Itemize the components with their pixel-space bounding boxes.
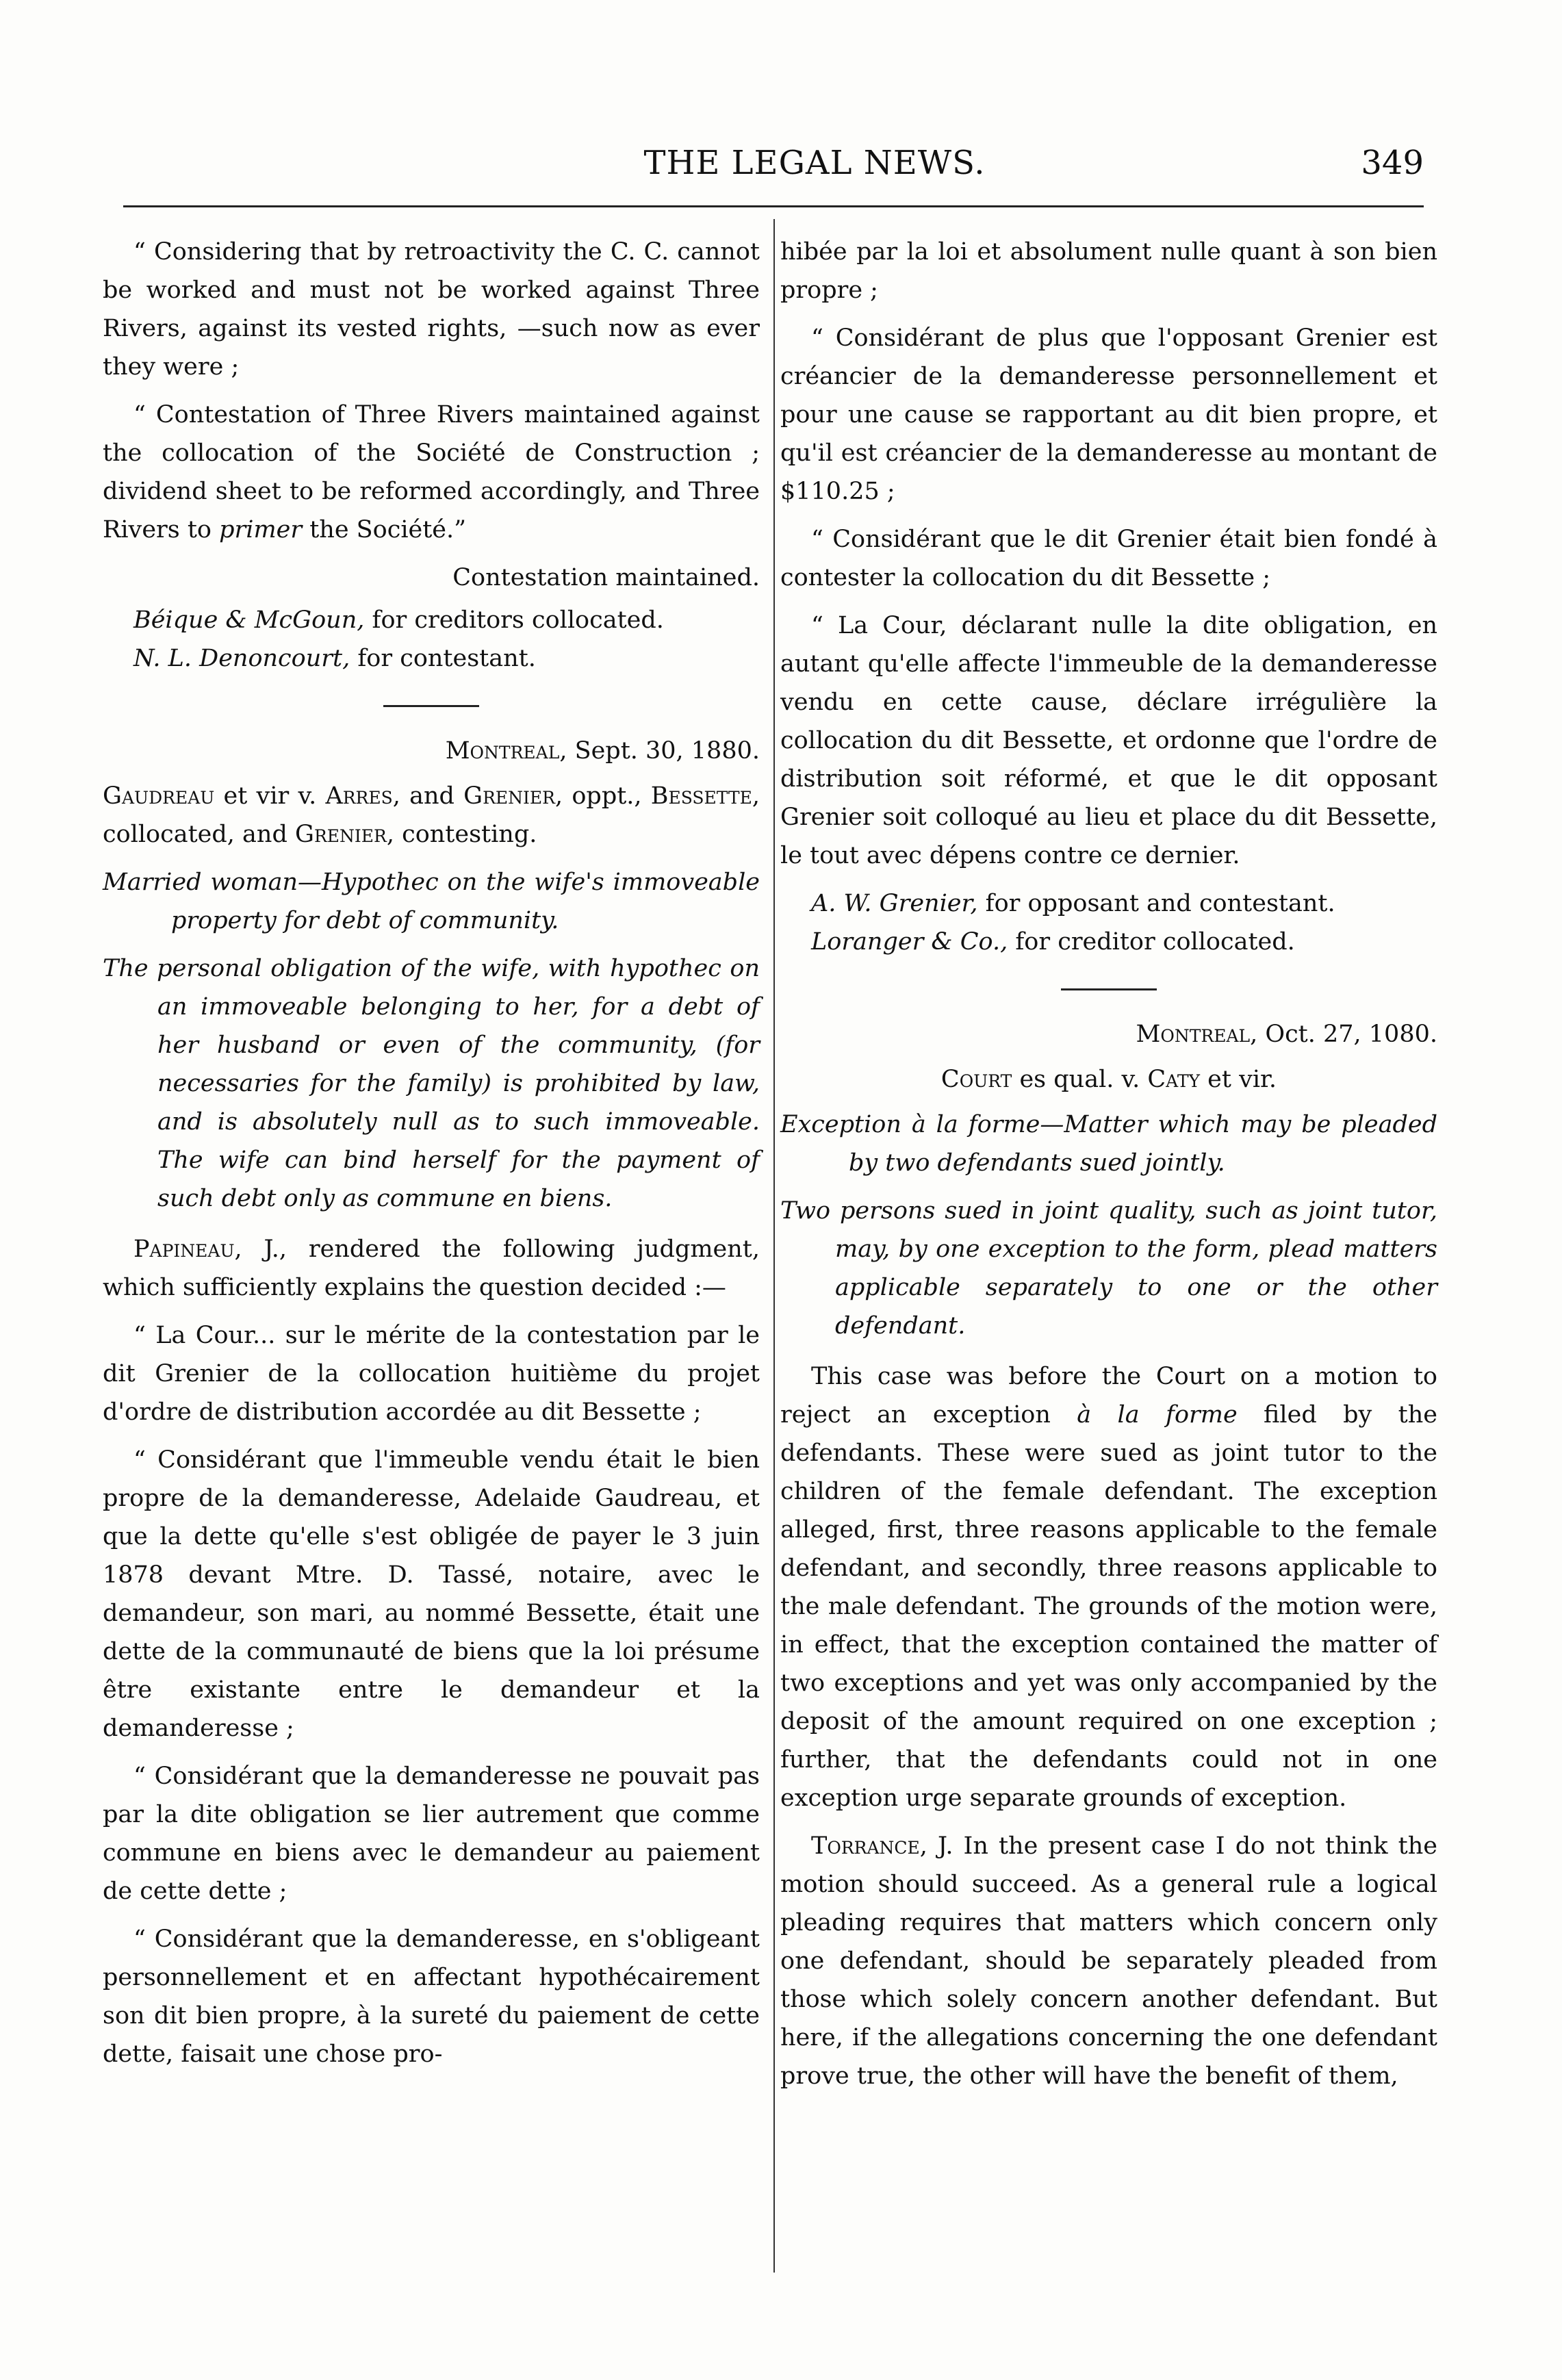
judge-name: Papineau, J., [133, 1236, 287, 1263]
quoted-paragraph: “ Considérant de plus que l'opposant Grenier est créancier de la demanderesse personnellement et pour une cause se rapportant au dit bien propre, et qu'il est créancier de la demanderesse au montant de $110.25 ; [780, 324, 1437, 505]
counsel-role: for creditors collocated. [364, 606, 664, 634]
section-divider [383, 705, 479, 707]
judge-name: Torrance, [811, 1832, 927, 1860]
quoted-paragraph: “ Considérant que le dit Grenier était bien fondé à contester la collocation du dit Bessette ; [780, 526, 1437, 591]
dateline-city: Montreal, [1136, 1021, 1258, 1048]
counsel-line [103, 639, 760, 678]
counsel-line [780, 884, 1437, 923]
party-name: Arres, [325, 782, 400, 810]
page-number: 349 [1361, 144, 1424, 182]
counsel-line [103, 601, 760, 639]
dateline [103, 732, 760, 770]
party-name: Court [940, 1066, 1012, 1093]
emphasis: à la forme [1077, 1401, 1238, 1429]
running-head [123, 144, 1424, 192]
paragraph-text: This case was before the Court on a motion to reject an exception [780, 1363, 1437, 1429]
case-parties [780, 1060, 1437, 1099]
party-name: Bessette, [650, 782, 760, 810]
parties-text: collocated, and [103, 821, 295, 848]
paragraph: “ Considering that by retroactivity the C. C. cannot be worked and must not be worked against Three Rivers, against its vested rights, —such now as ever they were ; [103, 238, 760, 381]
quoted-paragraph: “ La Cour, déclarant nulle la dite obligation, en autant qu'elle affecte l'immeuble de la demanderesse vendu en cette cause, déclare irrégulière la collocation du dit Bessette, et ordonne que l'ordre de distribution soit réformé, et que le dit opposant Grenier soit colloqué au lieu et place du dit Bessette, le tout avec dépens contre ce dernier. [780, 612, 1437, 869]
quoted-paragraph: “ La Cour... sur le mérite de la contestation par le dit Grenier de la collocation huitième du projet d'ordre de distribution accordée au dit Bessette ; [103, 1322, 760, 1426]
parties-text: and [400, 782, 464, 810]
parties-text: es qual. v. [1012, 1066, 1148, 1093]
dateline-date: Sept. 30, 1880. [567, 737, 760, 765]
headnote-title: Exception à la forme—Matter which may be pleaded by two defendants sued jointly. [780, 1111, 1437, 1177]
parties-text: oppt., [563, 782, 651, 810]
counsel-role: for opposant and contestant. [977, 890, 1335, 917]
counsel-role: for creditor collocated. [1008, 928, 1295, 956]
headnote-title: Married woman—Hypothec on the wife's immoveable property for debt of community. [103, 869, 760, 934]
dateline-date: Oct. 27, 1080. [1257, 1021, 1437, 1048]
headnote-body: Two persons sued in joint quality, such as joint tutor, may, by one exception to the form, plead matters applicable separately to one or the other defendant. [780, 1197, 1437, 1340]
right-column [780, 233, 1437, 2105]
judgment-intro-text: rendered the following judgment, which sufficiently explains the question decided :— [103, 1236, 760, 1301]
parties-text: et vir v. [214, 782, 326, 810]
parties-text: et vir. [1200, 1066, 1277, 1093]
quoted-paragraph: “ Considérant que l'immeuble vendu était le bien propre de la demanderesse, Adelaide Gaudreau, et que la dette qu'elle s'est obligée de payer le 3 juin 1878 devant Mtre. D. Tassé, notaire, avec le demandeur, son mari, au nommé Bessette, était une dette de la communauté de biens que la loi présume être existante entre le demandeur et la demanderesse ; [103, 1446, 760, 1742]
column-divider [773, 219, 775, 2273]
parties-text: contesting. [394, 821, 537, 848]
party-name: Caty [1147, 1066, 1201, 1093]
section-divider [1061, 988, 1157, 990]
dateline-city: Montreal, [445, 737, 567, 765]
party-name: Grenier, [463, 782, 563, 810]
paragraph [780, 1357, 1437, 1817]
counsel-line [780, 923, 1437, 961]
party-name: Grenier, [294, 821, 394, 848]
judgment-intro [103, 1230, 760, 1307]
journal-title: THE LEGAL NEWS. [643, 144, 986, 182]
paragraph-text: the Société.” [302, 516, 467, 543]
counsel-role: for contestant. [350, 645, 536, 672]
counsel-name: N. L. Denoncourt, [133, 645, 350, 672]
case-parties [103, 777, 760, 854]
case-result: Contestation maintained. [452, 564, 760, 591]
paragraph [103, 396, 760, 549]
judgment-text: J. In the present case I do not think the motion should succeed. As a general rule a logical pleading requires that matters which concern only one defendant, should be separately pleaded from those which solely concern another defendant. But here, if the allegations concerning the one defendant prove true, the other will have the benefit of them, [780, 1832, 1437, 2090]
quoted-paragraph: “ Considérant que la demanderesse ne pouvait pas par la dite obligation se lier autrement que comme commune en biens avec le demandeur au paiement de cette dette ; [103, 1763, 760, 1905]
quoted-paragraph: hibée par la loi et absolument nulle quant à son bien propre ; [780, 238, 1437, 304]
headnote-body: The personal obligation of the wife, with hypothec on an immoveable belonging to her, for a debt of her husband or even of the community, (for necessaries for the family) is prohibited by law, and is absolutely null as to such immoveable. The wife can bind herself for the payment of such debt only as commune en biens. [103, 955, 760, 1212]
counsel-name: A. W. Grenier, [811, 890, 978, 917]
party-name: Gaudreau [103, 782, 215, 810]
dateline [780, 1015, 1437, 1053]
left-column [103, 233, 760, 2083]
quoted-paragraph: “ Considérant que la demanderesse, en s'obligeant personnellement et en affectant hypothécairement son dit bien propre, à la sureté du paiement de cette dette, faisait une chose pro- [103, 1925, 760, 2068]
emphasis: primer [219, 516, 303, 543]
counsel-name: Béique & McGoun, [133, 606, 365, 634]
paragraph-text: filed by the defendants. These were sued as joint tutor to the children of the female defendant. The exception alleged, first, three reasons applicable to the female defendant, and secondly, three reasons applicable to the male defendant. The grounds of the motion were, in effect, that the exception contained the matter of two exceptions and yet was only accompanied by the deposit of the amount required on one exception ; further, that the defendants could not in one exception urge separate grounds of exception. [780, 1401, 1437, 1812]
header-rule [123, 205, 1424, 207]
paragraph-text: “ Contestation of Three Rivers maintained against the collocation of the Société de Construction ; dividend sheet to be reformed accordingly, and Three Rivers to [103, 401, 760, 543]
counsel-name: Loranger & Co., [811, 928, 1008, 956]
judgment-intro [780, 1827, 1437, 2095]
